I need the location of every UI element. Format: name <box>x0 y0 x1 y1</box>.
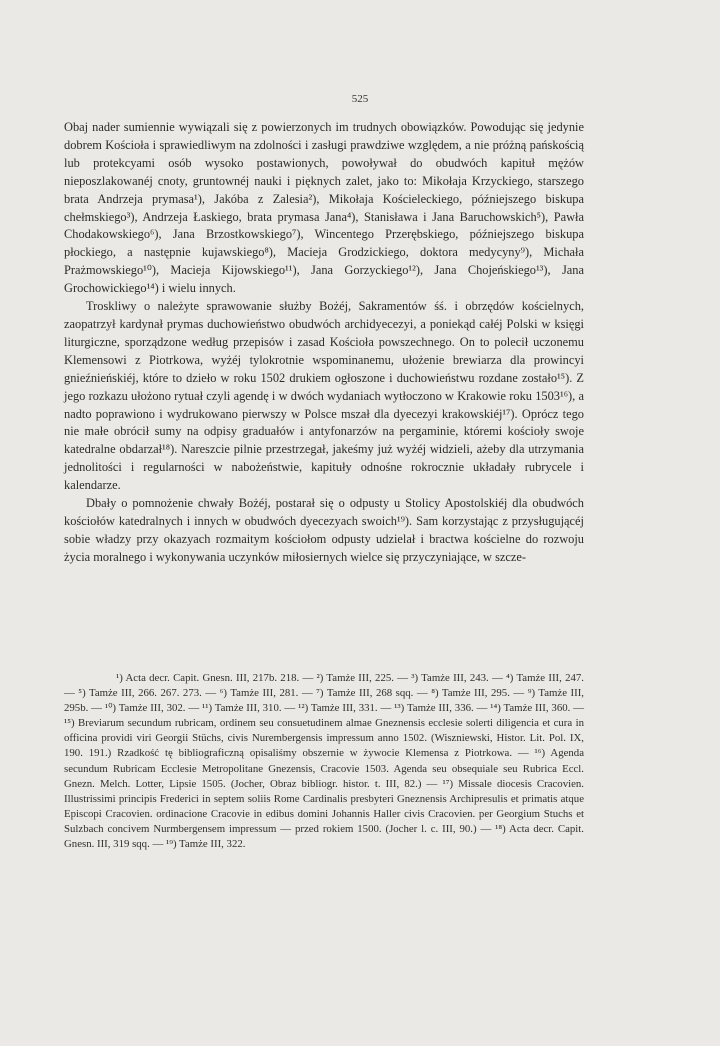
footnotes <box>64 671 584 852</box>
paragraph: Obaj nader sumiennie wywiązali się z powierzonych im trudnych obowiązków. Powodując się jedynie dobrem Kościoła i sprawiedliwym na zdolności i zasługi prawdziwe względem, a nie próżną pańskością lub protekcyami osób wysoko postawionych, powoływał do obudwóch kapituł mężów nieposzlakowanéj cnoty, gruntownéj nauki i pięknych zalet, jako to: Mikołaja Krzyckiego, starszego brata Andrzeja prymasa¹), Jakóba z Zalesia²), Mikołaja Kościeleckiego, późniejszego biskupa chełmskiego³), Andrzeja Łaskiego, brata prymasa Jana⁴), Stanisława i Jana Baruchowskich⁵), Pawła Chodakowskiego⁶), Jana Brzostkowskiego⁷), Wincentego Przerębskiego, późniejszego biskupa płockiego, a następnie kujawskiego⁸), Macieja Grodzickiego, doktora medycyny⁹), Michała Prażmowskiego¹⁰), Macieja Kijowskiego¹¹), Jana Gorzyckiego¹²), Jana Chojeńskiego¹³), Jana Grochowickiego¹⁴) i wielu innych. <box>64 120 584 296</box>
footnote-text: ¹) Acta decr. Capit. Gnesn. III, 217b. 218. — ²) Tamże III, 225. — ³) Tamże III, 243. — ⁴) Tamże III, 247. — ⁵) Tamże III, 266. 267. 273. — ⁶) Tamże III, 281. — ⁷) Tamże III, 268 sqq. — ⁸) Tamże III, 295. — ⁹) Tamże III, 295b. — ¹⁰) Tamże III, 302. — ¹¹) Tamże III, 310. — ¹²) Tamże III, 331. — ¹³) Tamże III, 336. — ¹⁴) Tamże III, 360. — ¹⁵) Breviarum secundum rubricam, ordinem seu consuetudinem almae Gneznensis ecclesie solerti diligencia et cura in officina providi viri Georgii Stüchs, civis Nurembergensis impressum anno 1502. (Wiszniewski, Histor. Lit. Pol. IX, 190. 191.) Rzadkość tę bibliograficzną opisaliśmy obszernie w żywocie Klemensa z Piotrkowa. — ¹⁶) Agenda secundum Rubricam Ecclesie Metropolitane Gnezensis, Cracovie 1503. Agenda seu obsequiale seu Rubrica Eccl. Gnezn. Melch. Lotter, Lipsie 1505. (Jocher, Obraz bibliogr. histor. t. III, 82.) — ¹⁷) Missale diocesis Cracovien. Illustrissimi principis Frederici in septem soliis Rome Cardinalis presbyteri Gneznensis Archipresulis et primatis atque Episcopi Cracovien. ordinacione Cracovie in edibus domini Johannis Haller civis Cracovien. per Georgium Stuchs et Sulzbach concivem Nurmbergensem impressum — przed rokiem 1500. (Jocher l. c. III, 90.) — ¹⁸) Acta decr. Capit. Gnesn. III, 319 sqq. — ¹⁹) Tamże III, 322. <box>64 672 584 851</box>
page-number: 525 <box>351 93 369 105</box>
main-text <box>64 119 584 567</box>
paragraph: Dbały o pomnożenie chwały Bożéj, postarał się o odpusty u Stolicy Apostolskiéj dla obudwóch kościołów katedralnych i innych w obudwóch dyecezyach swoich¹⁹). Sam korzystając z przysługującéj sobie władzy przy okazyach rozmaitym kościołom odpusty udzielał i bractwa kościelne do rozwoju życia moralnego i wykonywania uczynków miłosiernych wielce się przyczyniające, w szcze- <box>64 496 584 564</box>
paragraph: Troskliwy o należyte sprawowanie służby Bożéj, Sakramentów śś. i obrzędów kościelnych, zaopatrzył kardynał prymas duchowieństwo obudwóch archidyecezyi, a poniekąd całéj Polski w księgi liturgiczne, sporządzone według przepisów i zasad Kościoła powszechnego. On to polecił uczonemu Klemensowi z Piotrkowa, wyżéj tylokrotnie wspominanemu, ułożenie brewiarza dla prowincyi gnieźnieńskiéj, które to dzieło w roku 1502 drukiem ogłoszone i duchowieństwu rozdane zostało¹⁵). Z jego rozkazu ułożono rytuał czyli agendę i w dwóch wydaniach wytłoczono w Krakowie roku 1503¹⁶), a nadto poprawiono i wydrukowano pierwszy w Polsce mszał dla dyecezyi krakowskiéj¹⁷). Oprócz tego nie małe obrócił sumy na odpisy graduałów i antyfonarzów na pergaminie, któremi kościoły swoje katedralne obdarzał¹⁸). Nareszcie pilnie przestrzegał, jakeśmy już wyżéj widzieli, ażeby dla utrzymania jednolitości i regularności w nabożeństwie, kapituły odnośne rokrocznie układały rubrycele i kalendarze. <box>64 299 584 493</box>
